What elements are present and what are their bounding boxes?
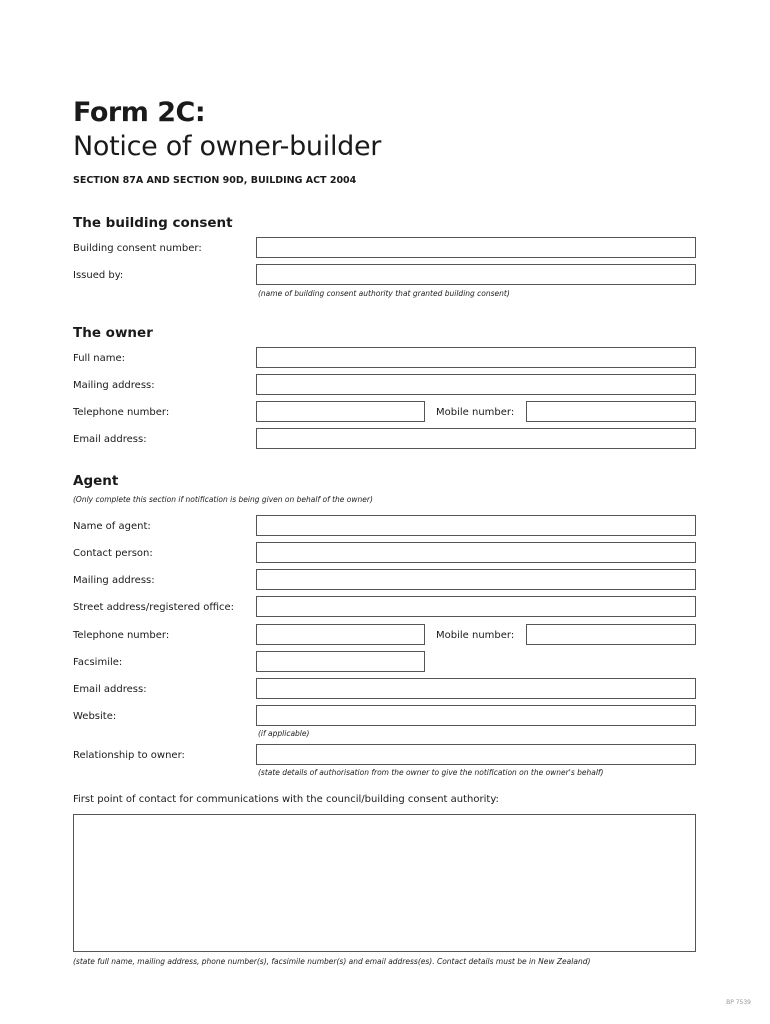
consent-number-label: Building consent number: [73,243,202,254]
section-heading-owner: The owner [73,325,153,341]
agent-name-field[interactable] [256,515,696,536]
agent-telephone-field[interactable] [256,624,425,645]
owner-telephone-label: Telephone number: [73,407,170,418]
agent-telephone-label: Telephone number: [73,630,170,641]
agent-facsimile-field[interactable] [256,651,425,672]
owner-mailing-address-label: Mailing address: [73,380,155,391]
owner-mobile-label: Mobile number: [436,407,515,418]
agent-website-note: (if applicable) [258,729,310,738]
agent-mailing-address-label: Mailing address: [73,575,155,586]
agent-contact-person-label: Contact person: [73,548,153,559]
agent-street-address-field[interactable] [256,596,696,617]
agent-mobile-field[interactable] [526,624,696,645]
form-title: Notice of owner-builder [73,131,382,162]
agent-email-label: Email address: [73,684,147,695]
first-contact-textarea[interactable] [73,814,696,952]
form-number: Form 2C: [73,97,206,128]
consent-number-field[interactable] [256,237,696,258]
issued-by-note: (name of building consent authority that granted building consent) [258,289,510,298]
first-contact-label: First point of contact for communications with the council/building consent authority: [73,794,499,805]
agent-name-label: Name of agent: [73,521,151,532]
agent-website-label: Website: [73,711,117,722]
agent-relationship-field[interactable] [256,744,696,765]
agent-relationship-label: Relationship to owner: [73,750,185,761]
owner-email-field[interactable] [256,428,696,449]
agent-street-address-label: Street address/registered office: [73,602,235,613]
owner-full-name-field[interactable] [256,347,696,368]
footer-form-code: BP 7539 [726,999,751,1006]
agent-email-field[interactable] [256,678,696,699]
agent-facsimile-label: Facsimile: [73,657,123,668]
issued-by-field[interactable] [256,264,696,285]
agent-mailing-address-field[interactable] [256,569,696,590]
agent-contact-person-field[interactable] [256,542,696,563]
owner-mailing-address-field[interactable] [256,374,696,395]
agent-website-field[interactable] [256,705,696,726]
owner-mobile-field[interactable] [526,401,696,422]
owner-email-label: Email address: [73,434,147,445]
agent-mobile-label: Mobile number: [436,630,515,641]
agent-section-note: (Only complete this section if notification is being given on behalf of the owner) [73,495,373,504]
section-heading-building-consent: The building consent [73,215,233,231]
owner-full-name-label: Full name: [73,353,126,364]
section-heading-agent: Agent [73,473,119,489]
act-reference: SECTION 87A AND SECTION 90D, BUILDING ACT 2004 [73,175,357,186]
agent-relationship-note: (state details of authorisation from the owner to give the notification on the owner's behalf) [258,768,604,777]
first-contact-note: (state full name, mailing address, phone number(s), facsimile number(s) and email address(es). Contact details must be in New Zealand) [73,957,591,966]
owner-telephone-field[interactable] [256,401,425,422]
issued-by-label: Issued by: [73,270,124,281]
